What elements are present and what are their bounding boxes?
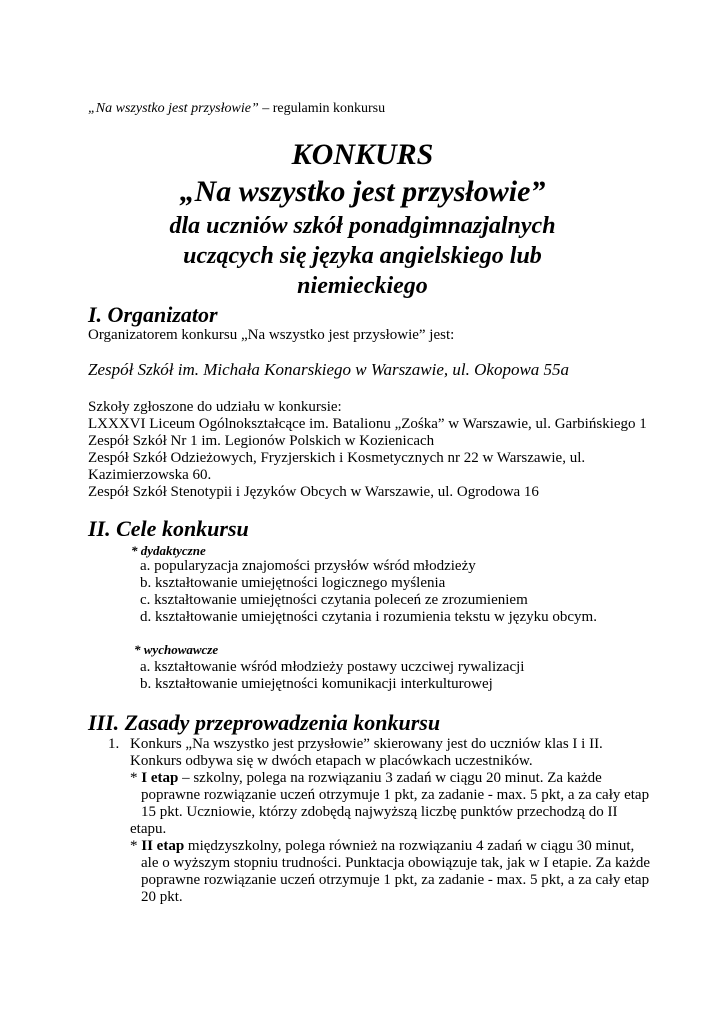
- title-line-3: dla uczniów szkół ponadgimnazjalnych: [169, 213, 556, 239]
- stage-2-text: poprawne rozwiązanie uczeń otrzymuje 1 pkt, za zadanie - max. 5 pkt, a za cały etap: [141, 872, 650, 888]
- running-header: [88, 100, 385, 118]
- stage-2-text: międzyszkolny, polega również na rozwiązaniu 4 zadań w ciągu 30 minut,: [184, 838, 635, 854]
- header-subtitle: – regulamin konkursu: [258, 101, 386, 116]
- document-title: [80, 137, 645, 301]
- title-line-1: KONKURS: [291, 138, 434, 171]
- didactic-item: d. kształtowanie umiejętności czytania i rozumienia tekstu w języku obcym.: [140, 609, 597, 625]
- organizer-intro: Organizatorem konkursu „Na wszystko jest przysłowie” jest:: [88, 327, 455, 343]
- title-line-4: uczących się języka angielskiego lub: [183, 243, 542, 269]
- stage-1-star: *: [130, 770, 142, 786]
- section-2-heading: II. Cele konkursu: [88, 516, 249, 541]
- rule-text: Konkurs odbywa się w dwóch etapach w placówkach uczestników.: [130, 753, 533, 769]
- school-item: Kazimierzowska 60.: [88, 467, 212, 483]
- didactic-item: b. kształtowanie umiejętności logicznego myślenia: [140, 575, 446, 591]
- school-item: Zespół Szkół Nr 1 im. Legionów Polskich w Kozienicach: [88, 433, 435, 449]
- stage-1-text: etapu.: [130, 821, 167, 837]
- header-title: „Na wszystko jest przysłowie”: [88, 101, 259, 116]
- stage-1-text: 15 pkt. Uczniowie, którzy zdobędą najwyższą liczbę punktów przechodzą do II: [141, 804, 618, 820]
- stage-2-first-line: [130, 837, 634, 855]
- educational-label: * wychowawcze: [134, 642, 219, 657]
- stage-2-star: *: [130, 838, 142, 854]
- didactic-item: a. popularyzacja znajomości przysłów wśród młodzieży: [140, 558, 476, 574]
- title-line-2: „Na wszystko jest przysłowie”: [179, 175, 546, 208]
- school-item: Zespół Szkół Stenotypii i Języków Obcych w Warszawie, ul. Ogrodowa 16: [88, 484, 539, 500]
- stage-2-text: 20 pkt.: [141, 889, 183, 905]
- rule-text: Konkurs „Na wszystko jest przysłowie” skierowany jest do uczniów klas I i II.: [130, 736, 603, 752]
- school-item: LXXXVI Liceum Ogólnokształcące im. Batalionu „Zośka” w Warszawie, ul. Garbińskiego 1: [88, 416, 647, 432]
- educational-item: b. kształtowanie umiejętności komunikacji interkulturowej: [140, 676, 493, 692]
- stage-1-text: – szkolny, polega na rozwiązaniu 3 zadań w ciągu 20 minut. Za każde: [178, 770, 602, 786]
- stage-2-label: II etap: [141, 838, 185, 854]
- section-1-heading: I. Organizator: [88, 302, 218, 327]
- didactic-label: * dydaktyczne: [131, 543, 206, 558]
- section-3-heading: III. Zasady przeprowadzenia konkursu: [88, 710, 441, 735]
- didactic-item: c. kształtowanie umiejętności czytania poleceń ze zrozumieniem: [140, 592, 528, 608]
- organizer-name: Zespół Szkół im. Michała Konarskiego w Warszawie, ul. Okopowa 55a: [88, 360, 570, 379]
- stage-1-first-line: [130, 769, 602, 787]
- title-line-5: niemieckiego: [297, 273, 428, 299]
- school-item: Zespół Szkół Odzieżowych, Fryzjerskich i Kosmetycznych nr 22 w Warszawie, ul.: [88, 450, 586, 466]
- stage-1-label: I etap: [141, 770, 179, 786]
- schools-intro: Szkoły zgłoszone do udziału w konkursie:: [88, 399, 342, 415]
- rule-number: 1.: [108, 736, 120, 752]
- stage-1-text: poprawne rozwiązanie uczeń otrzymuje 1 pkt, za zadanie - max. 5 pkt, a za cały etap: [141, 787, 650, 803]
- educational-item: a. kształtowanie wśród młodzieży postawy uczciwej rywalizacji: [140, 659, 525, 675]
- stage-2-text: ale o wyższym stopniu trudności. Punktacja obowiązuje tak, jak w I etapie. Za każde: [141, 855, 651, 871]
